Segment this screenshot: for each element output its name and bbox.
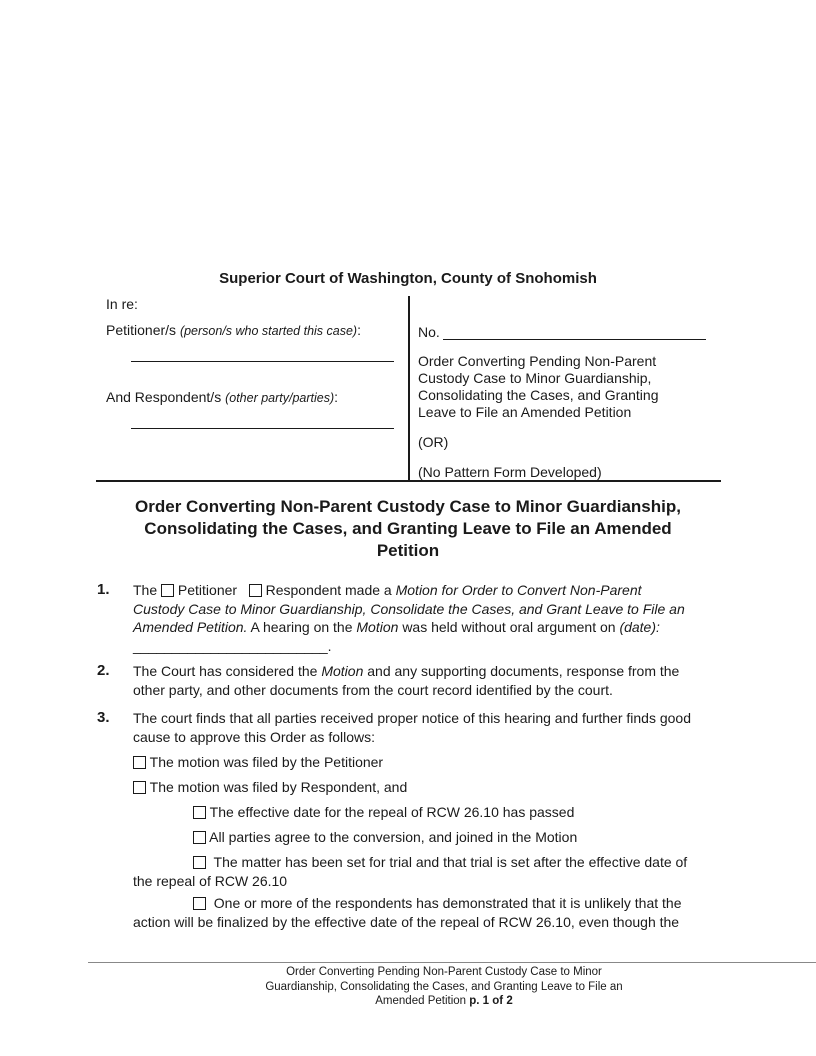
hearing-date-blank[interactable]: _________________________.: [133, 637, 332, 654]
item-1-date-label: (date):: [619, 619, 660, 635]
trial-set-checkbox[interactable]: [193, 856, 206, 869]
filed-by-respondent-checkbox[interactable]: [133, 781, 146, 794]
case-number-label: No.: [418, 324, 440, 340]
option-respondent-row: [133, 778, 723, 797]
or-label: (OR): [418, 434, 449, 450]
petitioner-label-row: [106, 322, 406, 338]
footer-rule: [88, 962, 816, 963]
caption-divider: [408, 296, 410, 482]
unlikely-finalized-checkbox[interactable]: [193, 897, 206, 910]
filed-by-petitioner-checkbox[interactable]: [133, 756, 146, 769]
item-3-text: [133, 709, 723, 746]
caption-doc-title-line: Order Converting Pending Non-Parent: [418, 353, 657, 369]
item-1-motion-title-a: Motion for Order to Convert Non-Parent: [395, 582, 642, 598]
filed-by-respondent-label: The motion was filed by Respondent, and: [149, 779, 408, 795]
item-1-motion-title-c: Amended Petition.: [133, 619, 248, 635]
title-line: Consolidating the Cases, and Granting Leave to File an Amended: [144, 519, 672, 538]
caption-doc-title: [418, 353, 718, 421]
petitioner-checkbox[interactable]: [161, 584, 174, 597]
item-1-motion-title-b: Custody Case to Minor Guardianship, Consolidate the Cases, and Grant Leave to File an: [133, 600, 685, 617]
item-1-respondent-made: Respondent made a: [265, 582, 392, 598]
footer-line-2: Guardianship, Consolidating the Cases, and Granting Leave to File an: [265, 980, 623, 993]
item-1-hearing-text: A hearing on the: [247, 619, 353, 635]
filed-by-petitioner-label: The motion was filed by the Petitioner: [149, 754, 384, 770]
case-number-line[interactable]: [443, 339, 706, 340]
item-1-petitioner: Petitioner: [177, 582, 238, 598]
title-line: Order Converting Non-Parent Custody Case to Minor Guardianship,: [135, 497, 681, 516]
unlikely-finalized-label-1: One or more of the respondents has demonstrated that it is unlikely that the: [213, 895, 682, 911]
petitioner-hint: (person/s who started this case): [179, 324, 358, 338]
page-footer: [200, 965, 688, 1009]
respondent-label: And Respondent/s: [106, 389, 222, 405]
sub-option-a-row: [193, 803, 723, 822]
caption-doc-title-line: Custody Case to Minor Guardianship,: [418, 370, 652, 386]
item-2-text-b: and any supporting documents, response from the: [367, 663, 680, 679]
in-re-label: In re:: [106, 296, 138, 312]
footer-line-1: Order Converting Pending Non-Parent Custody Case to Minor: [286, 966, 602, 978]
option-petitioner-row: [133, 753, 723, 772]
respondent-label-row: [106, 389, 406, 405]
item-3-number: 3.: [97, 709, 110, 726]
footer-line-3: Amended Petition: [375, 995, 467, 1007]
court-name: Superior Court of Washington, County of Snohomish: [219, 270, 597, 287]
item-1-number: 1.: [97, 581, 110, 598]
caption-doc-title-line: Consolidating the Cases, and Granting: [418, 387, 659, 403]
petitioner-name-line[interactable]: [131, 361, 394, 362]
caption-doc-title-line: Leave to File an Amended Petition: [418, 404, 632, 420]
unlikely-finalized-label-2: action will be finalized by the effective date of the repeal of RCW 26.10, even though the: [133, 913, 680, 930]
parties-agree-checkbox[interactable]: [193, 831, 206, 844]
petitioner-label: Petitioner/s: [106, 322, 177, 338]
document-title: [90, 496, 726, 562]
page-number: p. 1 of 2: [469, 995, 513, 1007]
respondent-hint: (other party/parties): [225, 391, 335, 405]
title-line: Petition: [376, 541, 440, 560]
respondent-checkbox[interactable]: [249, 584, 262, 597]
sub-option-c-row: [133, 853, 723, 890]
item-1-the: The: [133, 582, 158, 598]
item-2-motion-word: Motion: [321, 663, 364, 679]
item-1-held-text: was held without oral argument on: [402, 619, 616, 635]
item-2-text-a: The Court has considered the: [133, 663, 318, 679]
respondent-colon: :: [334, 389, 339, 405]
item-3-line-2: cause to approve this Order as follows:: [133, 728, 376, 745]
parties-agree-label: All parties agree to the conversion, and joined in the Motion: [209, 829, 578, 845]
sub-option-d-row: [133, 894, 723, 931]
sub-option-b-row: [193, 828, 723, 847]
no-pattern-label: (No Pattern Form Developed): [418, 464, 602, 480]
trial-set-label-2: the repeal of RCW 26.10: [133, 872, 288, 889]
item-2-text: [133, 662, 723, 699]
trial-set-label-1: The matter has been set for trial and that trial is set after the effective date of: [213, 854, 688, 870]
item-1-text: [133, 581, 723, 655]
repeal-passed-checkbox[interactable]: [193, 806, 206, 819]
item-3-line-1: The court finds that all parties received proper notice of this hearing and further finds good: [133, 710, 691, 726]
petitioner-colon: :: [357, 322, 361, 338]
respondent-name-line[interactable]: [131, 428, 394, 429]
item-1-motion-word: Motion: [356, 619, 399, 635]
item-2-text-c: other party, and other documents from the court record identified by the court.: [133, 681, 613, 698]
repeal-passed-label: The effective date for the repeal of RCW 26.10 has passed: [209, 804, 575, 820]
item-2-number: 2.: [97, 662, 110, 679]
